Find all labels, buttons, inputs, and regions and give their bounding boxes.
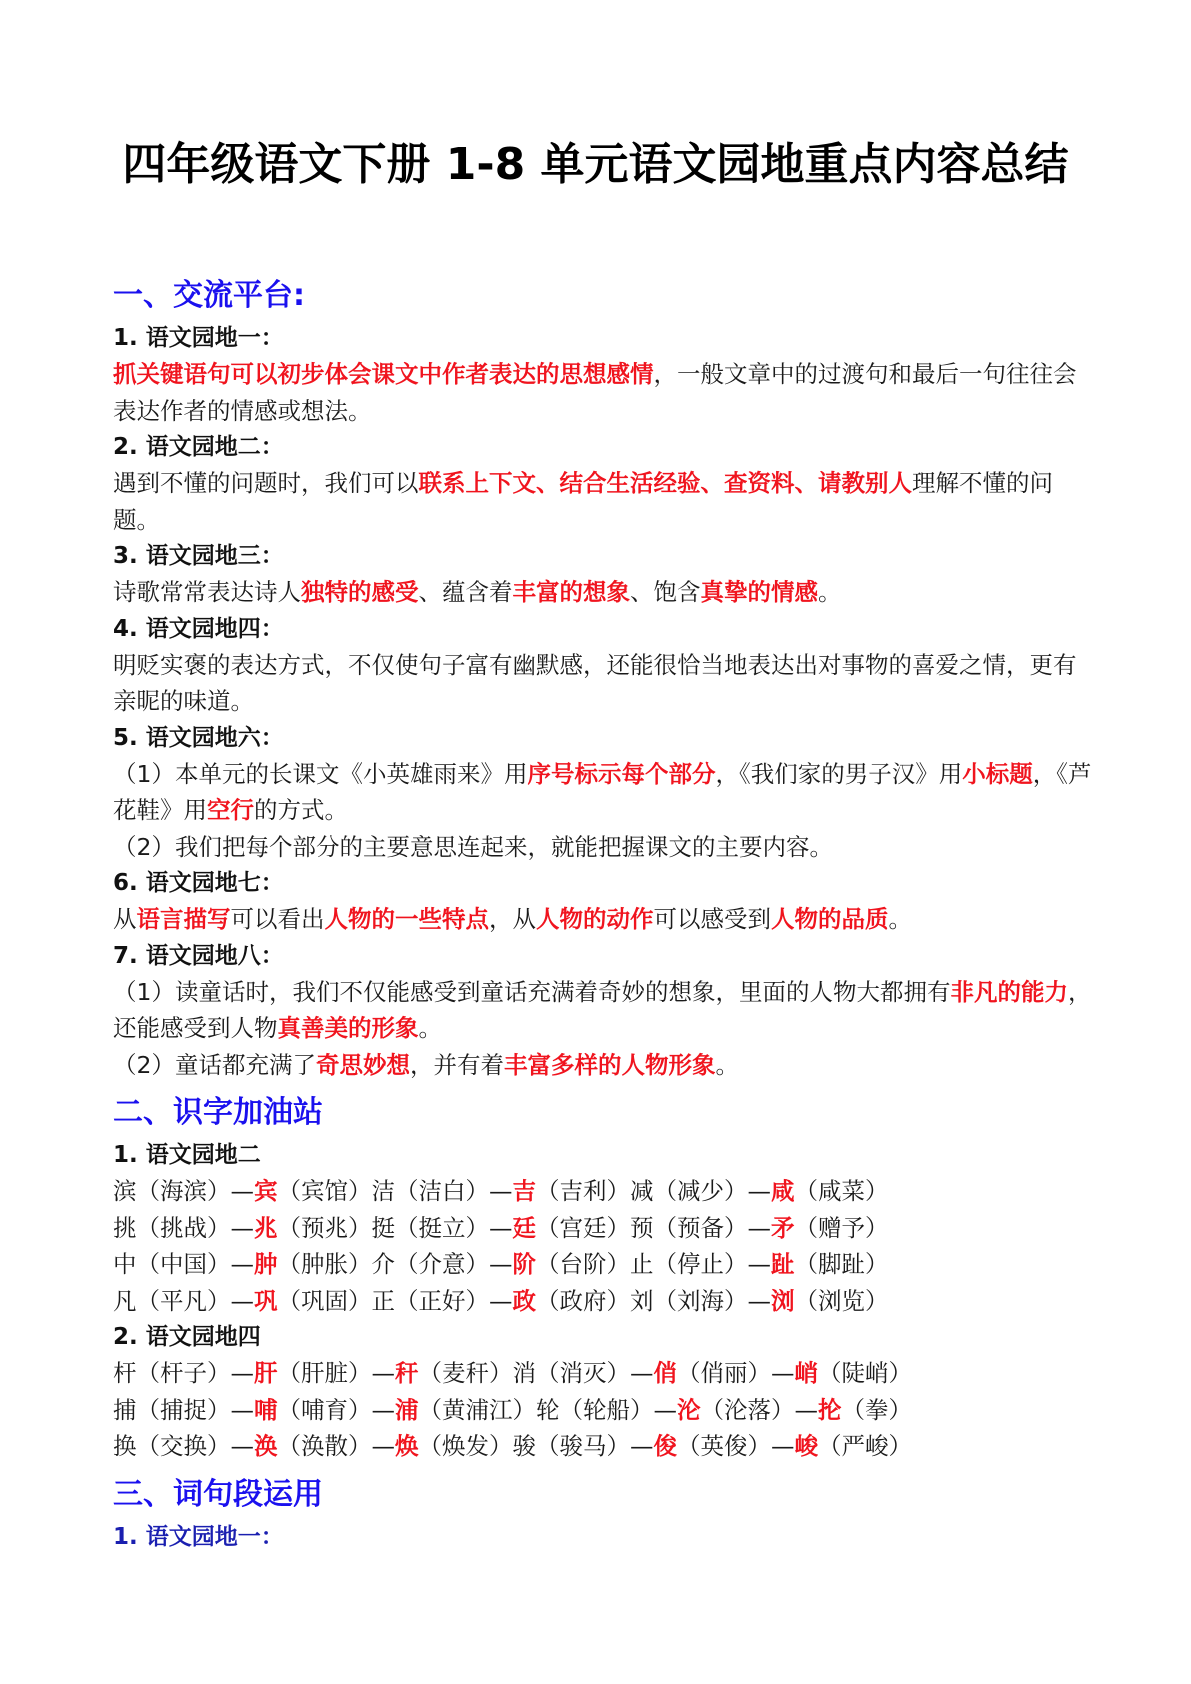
highlight-text: 联系上下文、结合生活经验、查资料、请教别人 [418,469,912,497]
body-text: （预兆）挺（挺立）— [277,1213,513,1242]
paragraph [113,574,1093,611]
highlight-text: 抡 [818,1395,842,1424]
section-heading: 一、交流平台: [113,278,305,313]
paragraph [113,974,1093,1047]
section-heading: 二、识字加油站 [113,1095,323,1130]
highlight-text: 哺 [254,1395,278,1424]
body-text: （咸菜） [794,1177,889,1205]
body-text: 可以看出 [230,905,325,933]
body-text: 的方式。 [254,796,348,824]
body-text: （赠予） [794,1213,889,1242]
body-text: 、蕴含着 [418,578,513,606]
body-text: 遇到不懂的问题时，我们可以 [113,469,419,497]
list-item [113,611,1093,720]
item-label: 2. 语文园地二： [113,434,284,460]
body-text: （宾馆）洁（洁白）— [277,1177,513,1205]
list-item [113,429,1093,538]
section-heading: 三、词句段运用 [113,1476,323,1512]
item-label: 6. 语文园地七： [113,870,284,896]
item-label: 7. 语文园地八： [113,942,284,969]
list-item [113,865,1093,938]
highlight-text: 矛 [771,1213,795,1242]
highlight-text: 俊 [653,1432,677,1460]
list-item [113,720,1093,866]
highlight-text: 独特的感受 [301,578,419,606]
body-text: 。 [715,1050,739,1079]
body-text: （肿胀）介（介意）— [277,1250,513,1278]
body-text: 、饱含 [630,578,701,606]
character-group [113,1137,1093,1319]
body-text: （俏丽）— [677,1359,795,1387]
body-text: （浏览） [794,1286,889,1315]
paragraph [113,829,1093,866]
body-text: （涣散）— [277,1432,395,1460]
body-text: 。 [888,905,912,933]
highlight-text: 人物的品质 [771,905,889,933]
body-text: 挑（挑战）— [113,1213,254,1242]
section-literacy-station [113,1089,1093,1465]
paragraph [113,356,1093,429]
highlight-text: 宾 [254,1177,278,1205]
highlight-text: 焕 [395,1432,419,1460]
body-text: （巩固）正（正好）— [277,1286,513,1315]
body-text: （陡峭） [818,1359,912,1387]
highlight-text: 咸 [771,1177,795,1205]
body-text: （1）读童话时，我们不仅能感受到童话充满着奇妙的想象，里面的人物大都拥有 [113,977,951,1006]
item-label: 1. 语文园地二 [113,1142,261,1168]
page-title: 四年级语文下册 1-8 单元语文园地重点内容总结 [122,139,1069,190]
highlight-text: 廷 [512,1213,536,1242]
highlight-text: 人物的一些特点 [324,905,489,933]
body-text: ，从 [489,905,536,933]
body-text: 凡（平凡）— [113,1286,254,1315]
body-text: 。 [418,1014,442,1042]
character-row [113,1355,1093,1392]
list-item [113,938,1093,1084]
highlight-text: 浏 [771,1286,795,1315]
highlight-text: 人物的动作 [536,905,654,933]
character-row [113,1246,1093,1283]
paragraph [113,901,1093,938]
highlight-text: 趾 [771,1250,795,1278]
body-text: （2）我们把每个部分的主要意思连起来，就能把握课文的主要内容。 [113,832,833,861]
body-text: （肝脏）— [277,1359,395,1387]
list-item [113,538,1093,611]
body-text: （台阶）止（停止）— [536,1250,771,1278]
highlight-text: 语言描写 [136,905,231,933]
highlight-text: 吉 [512,1177,536,1205]
body-text: 从 [113,905,137,933]
highlight-text: 浦 [395,1395,419,1424]
body-text: ，一般文章中的过渡句和最后一句往往会表达作者的情感或想法。 [113,360,1077,425]
section-word-sentence-use [113,1471,1093,1555]
character-group [113,1319,1093,1465]
body-text: （政府）刘（刘海）— [536,1286,771,1315]
highlight-text: 峻 [794,1432,818,1460]
body-text: ，《我们家的男子汉》用 [715,759,963,788]
character-row [113,1428,1093,1465]
body-text: 中（中国）— [113,1250,254,1278]
body-text: （吉利）减（减少）— [536,1177,771,1205]
body-text: （2）童话都充满了 [113,1050,316,1079]
body-text: 滨（海滨）— [113,1177,254,1205]
highlight-text: 峭 [794,1359,818,1387]
highlight-text: 巩 [254,1286,278,1315]
highlight-text: 序号标示每个部分 [527,759,716,788]
item-label: 3. 语文园地三： [113,543,284,569]
highlight-text: 兆 [254,1213,278,1242]
highlight-text: 空行 [207,796,254,824]
body-text: ，并有着 [409,1050,504,1079]
highlight-text: 奇思妙想 [315,1050,410,1079]
item-label: 1. 语文园地一： [113,325,284,351]
section-items [113,320,1093,1083]
highlight-text: 真善美的形象 [277,1014,419,1042]
body-text: （焕发）骏（骏马）— [418,1432,654,1460]
highlight-text: 肿 [254,1250,278,1278]
paragraph [113,647,1093,720]
highlight-text: 肝 [254,1359,278,1387]
body-text: （宫廷）预（预备）— [536,1213,771,1242]
body-text: 明贬实褒的表达方式，不仅使句子富有幽默感，还能很恰当地表达出对事物的喜爱之情，更有亲昵的味道。 [113,650,1077,715]
body-text: （黄浦江）轮（轮船）— [418,1395,677,1424]
body-text: 。 [818,578,842,606]
body-text: （英俊）— [677,1432,795,1460]
highlight-text: 小标题 [962,759,1033,788]
paragraph [113,1047,1093,1084]
body-text: 理解不懂的问题。 [113,469,1053,534]
body-text: ，《芦花鞋》用 [113,759,1092,824]
item-label: 1. 语文园地一： [113,1523,284,1550]
item-label: 4. 语文园地四： [113,615,284,642]
body-text: 捕（捕捉）— [113,1395,254,1424]
body-text: 换（交换）— [113,1432,254,1460]
body-text: 诗歌常常表达诗人 [113,578,301,606]
highlight-text: 丰富多样的人物形象 [503,1050,716,1079]
body-text: （脚趾） [794,1250,889,1278]
highlight-text: 阶 [512,1250,536,1278]
paragraph [113,465,1093,538]
highlight-text: 政 [512,1286,536,1315]
highlight-text: 抓关键语句可以初步体会课文中作者表达的思想感情 [113,360,654,388]
paragraph [113,756,1093,829]
item-label: 2. 语文园地四 [113,1324,261,1350]
character-row [113,1210,1093,1247]
body-text: （沦落）— [700,1395,818,1424]
highlight-text: 俏 [653,1359,677,1387]
list-item [113,320,1093,429]
section-groups [113,1137,1093,1465]
section-communication-platform [113,272,1093,1083]
body-text: （麦秆）消（消灭）— [418,1359,654,1387]
character-row [113,1173,1093,1210]
document-content [113,272,1093,1555]
body-text: （拳） [841,1395,912,1424]
body-text: （1）本单元的长课文《小英雄雨来》用 [113,759,528,788]
body-text: 可以感受到 [653,905,771,933]
body-text: （哺育）— [277,1395,395,1424]
highlight-text: 非凡的能力 [950,977,1068,1006]
highlight-text: 秆 [395,1359,419,1387]
character-row [113,1392,1093,1429]
body-text: 杆（杆子）— [113,1359,254,1387]
highlight-text: 真挚的情感 [700,578,818,606]
body-text: （严峻） [818,1432,912,1460]
character-row [113,1283,1093,1320]
body-text: ，还能感受到人物 [113,977,1092,1042]
highlight-text: 涣 [254,1432,278,1460]
item-label: 5. 语文园地六： [113,724,284,751]
highlight-text: 沦 [677,1395,701,1424]
highlight-text: 丰富的想象 [512,578,630,606]
